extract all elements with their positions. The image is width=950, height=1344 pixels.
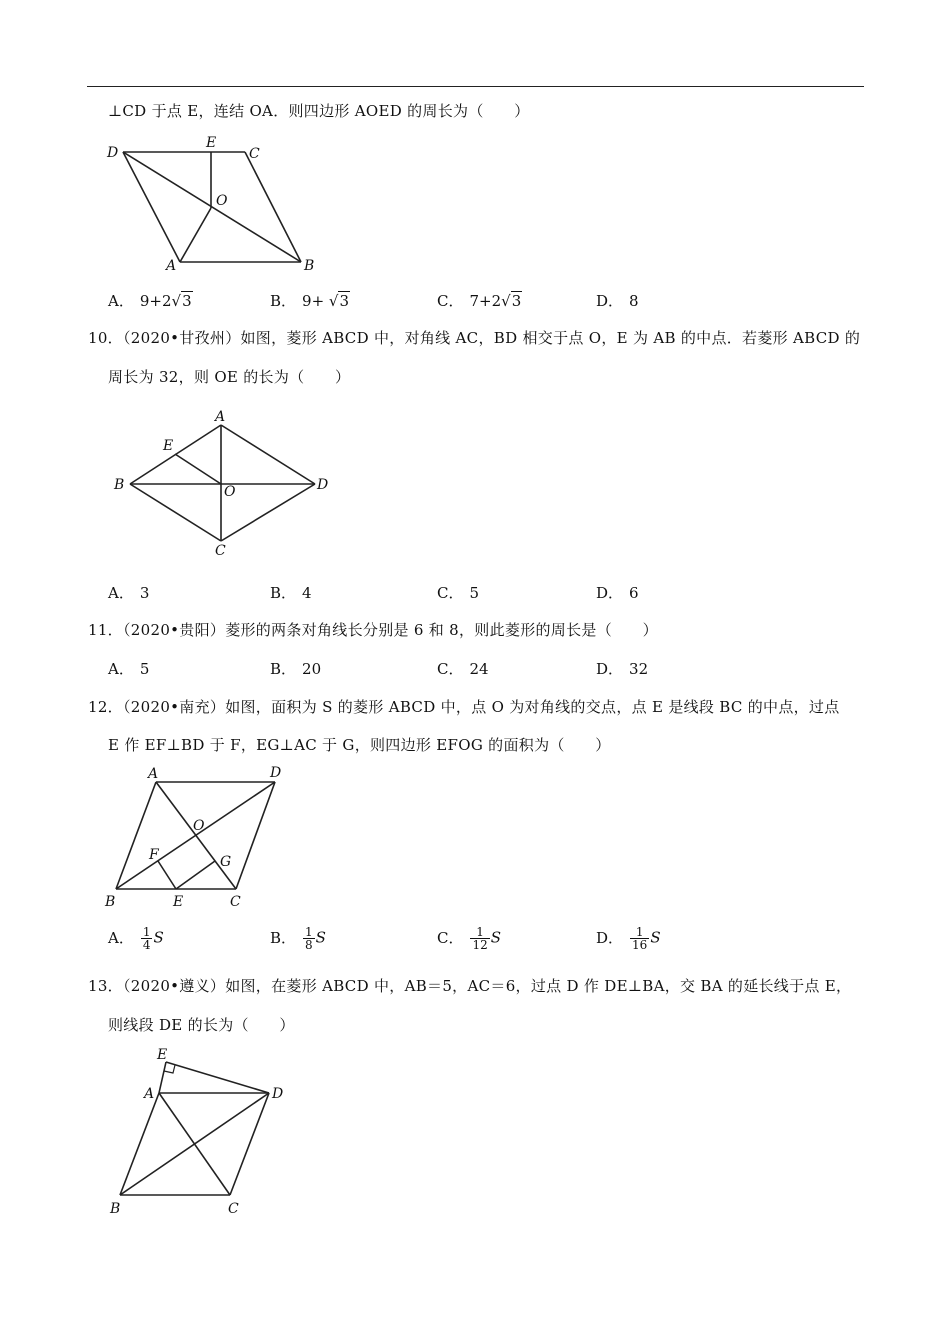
q9-seg-oa [180,208,211,262]
q9-label-e: E [206,135,217,151]
q13-label-a: A [144,1086,155,1102]
q10-label-a: A [215,409,226,425]
q12-line2: E 作 EF⊥BD 于 F，EG⊥AC 于 G，则四边形 EFOG 的面积为（ ） [108,736,611,754]
q12-label-d: D [270,765,282,781]
q10-label-c: C [215,543,226,559]
q9-label-b: B [304,258,315,274]
q9-option-c[interactable]: C． 7+2√3 [437,292,522,310]
q13-seg-ed [166,1062,269,1093]
q10-label-b: B [114,477,125,493]
q10-edge-ad [221,425,315,484]
q12-option-d[interactable]: D． $\frac{1}{16}$ S [596,925,661,952]
q12-label-o: O [193,818,205,834]
q10-figure [105,403,345,563]
q12-diag-ac [156,782,236,889]
q13-label-d: D [272,1086,284,1102]
q12-label-b: B [105,894,116,910]
q13-seg-ae [159,1062,166,1093]
q10-option-c[interactable]: C． 5 [437,584,480,602]
q10-option-d[interactable]: D． 6 [596,584,639,602]
q11-option-b[interactable]: B． 20 [270,660,322,678]
q10-line1: 10．（2020•甘孜州）如图，菱形 ABCD 中，对角线 AC，BD 相交于点 O，E 为 AB 的中点．若菱形 ABCD 的 [88,329,861,347]
q12-option-c[interactable]: C． $\frac{1}{12}$ S [437,925,502,952]
q10-line2: 周长为 32，则 OE 的长为（ ） [108,368,351,386]
q13-edge-ba [120,1093,159,1195]
q12-label-e: E [173,894,184,910]
q9-option-d[interactable]: D． 8 [596,292,639,310]
q13-edge-dc [230,1093,269,1195]
q12-line1: 12．（2020•南充）如图，面积为 S 的菱形 ABCD 中，点 O 为对角线的交点，点 E 是线段 BC 的中点，过点 [88,698,840,716]
q12-seg-eg [176,861,215,889]
q9-diag-db [123,152,301,262]
q9-stem-tail: ⊥CD 于点 E，连结 OA．则四边形 AOED 的周长为（ ） [108,102,530,120]
q10-option-a[interactable]: A． 3 [108,584,150,602]
q12-label-f: F [149,847,159,863]
q11-option-a[interactable]: A． 5 [108,660,150,678]
q13-label-c: C [228,1201,239,1217]
q12-option-a[interactable]: A． $\frac{1}{4}$ S [108,925,164,952]
q11-option-c[interactable]: C． 24 [437,660,489,678]
q12-label-a: A [148,766,159,782]
q12-edge-dc [236,782,275,889]
q13-label-e: E [157,1047,168,1063]
q9-figure [100,130,330,275]
q10-label-d: D [317,477,329,493]
q10-label-e: E [163,438,174,454]
q13-label-b: B [110,1201,121,1217]
q10-seg-oe [175,454,221,484]
q9-label-a: A [166,258,177,274]
q11-option-d[interactable]: D． 32 [596,660,649,678]
q10-label-o: O [224,484,236,500]
q9-edge-ad [123,152,180,262]
q12-option-b[interactable]: B． $\frac{1}{8}$ S [270,925,326,952]
q12-edge-ba [116,782,156,889]
q12-seg-ef [158,861,176,889]
q9-label-o: O [216,193,228,209]
q13-figure [100,1042,300,1217]
q12-figure [100,763,300,913]
q9-option-a[interactable]: A． 9+2√3 [108,292,192,310]
q12-label-c: C [230,894,241,910]
q12-label-g: G [220,854,232,870]
q13-line2: 则线段 DE 的长为（ ） [108,1016,295,1034]
q10-edge-bc [130,484,221,541]
q9-option-b[interactable]: B． 9+ √3 [270,292,350,310]
q11-line1: 11．（2020•贵阳）菱形的两条对角线长分别是 6 和 8，则此菱形的周长是（ ） [88,621,658,639]
q13-line1: 13．（2020•遵义）如图，在菱形 ABCD 中，AB＝5，AC＝6，过点 D 作 DE⊥BA，交 BA 的延长线于点 E， [88,977,852,995]
header-rule [87,86,864,87]
q10-option-b[interactable]: B． 4 [270,584,312,602]
q9-label-c: C [249,146,260,162]
q13-diag-bd [120,1093,269,1195]
q9-label-d: D [107,145,119,161]
